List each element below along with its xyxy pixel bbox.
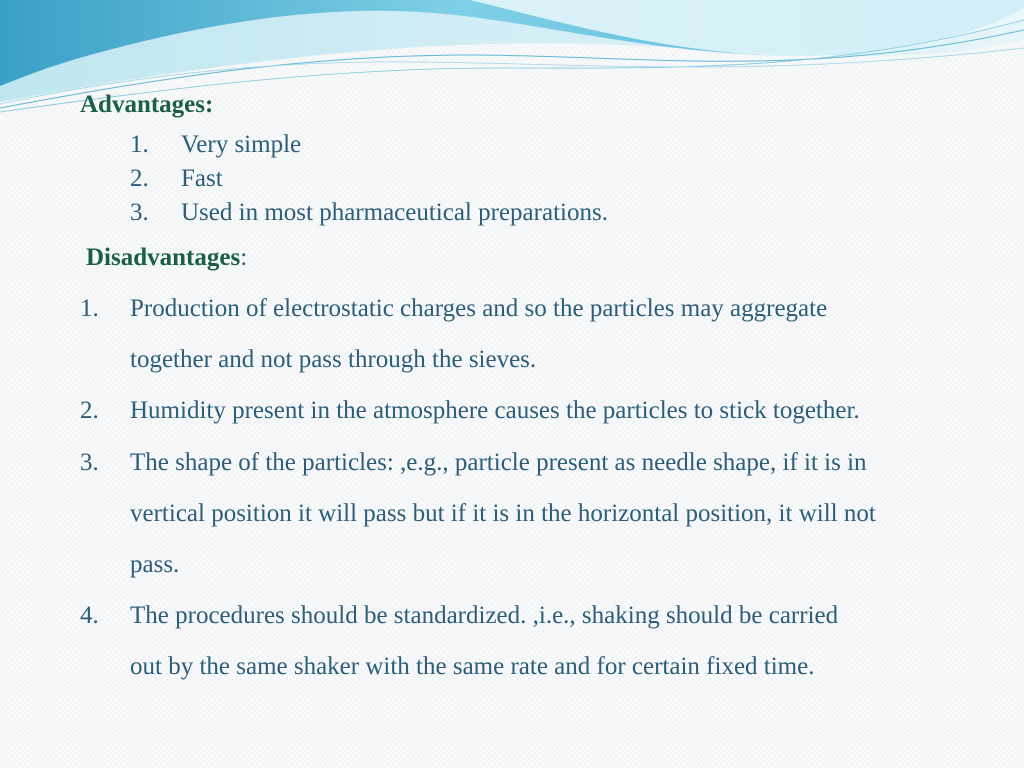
disadvantages-heading-colon: : (240, 244, 248, 271)
disadvantage-2-line-1: Humidity present in the atmosphere causes the particles to stick together. (130, 397, 860, 424)
advantage-number-1: 1. (130, 131, 149, 158)
disadvantage-3-line-2: vertical position it will pass but if it is in the horizontal position, it will not (130, 500, 876, 527)
advantage-item-1: Very simple (181, 131, 302, 158)
disadvantage-4-line-2: out by the same shaker with the same rate and for certain fixed time. (130, 653, 815, 680)
advantage-number-2: 2. (130, 165, 149, 192)
disadvantage-number-2: 2. (80, 397, 99, 424)
disadvantages-heading (86, 243, 247, 273)
disadvantage-3-line-1: The shape of the particles: ,e.g., particle present as needle shape, if it is in (130, 449, 867, 476)
disadvantage-number-1: 1. (80, 295, 99, 322)
disadvantage-number-4: 4. (80, 602, 99, 629)
advantage-number-3: 3. (130, 199, 149, 226)
disadvantage-3-line-3: pass. (130, 551, 180, 578)
advantages-heading: Advantages: (80, 91, 214, 118)
disadvantage-4-line-1: The procedures should be standardized. ,i.e., shaking should be carried (130, 602, 839, 629)
advantage-item-2: Fast (181, 165, 223, 192)
disadvantage-1-line-1: Production of electrostatic charges and so the particles may aggregate (130, 295, 828, 322)
advantage-item-3: Used in most pharmaceutical preparations. (181, 199, 608, 226)
disadvantage-number-3: 3. (80, 449, 99, 476)
disadvantages-heading-text: Disadvantages (86, 244, 241, 271)
disadvantage-1-line-2: together and not pass through the sieves. (130, 346, 537, 373)
